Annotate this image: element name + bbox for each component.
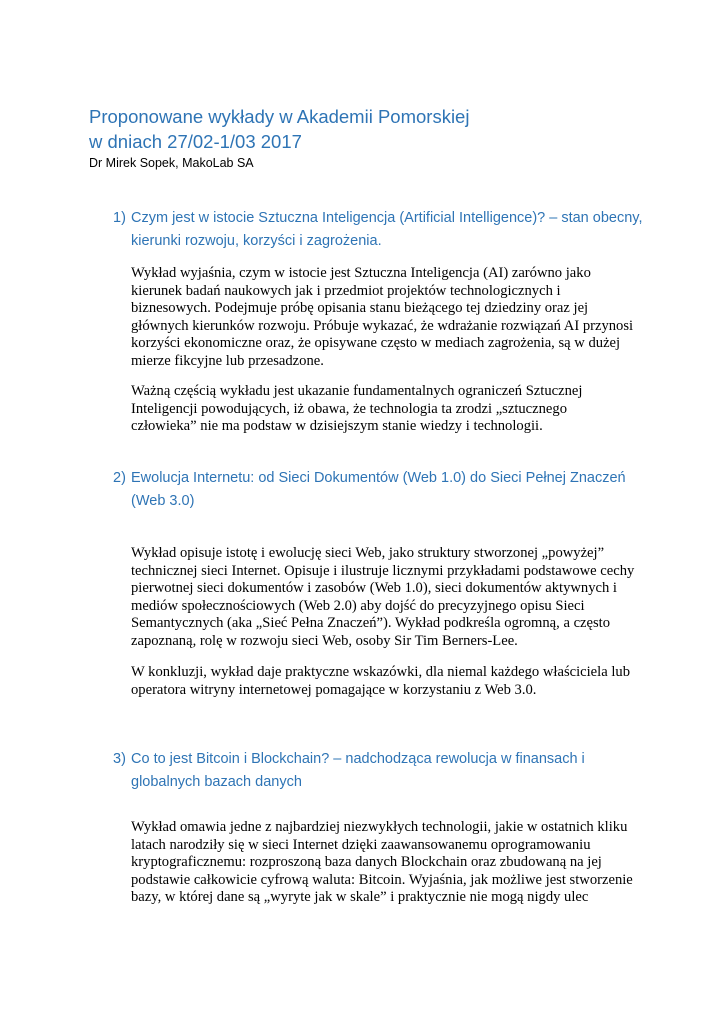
paragraph-line: Wykład opisuje istotę i ewolucję sieci Web, jako struktury stworzonej „powyżej” (131, 545, 605, 561)
paragraph-line: Wykład wyjaśnia, czym w istocie jest Sztuczna Inteligencja (AI) zarówno jako (131, 265, 591, 281)
section-3-paragraph-1 (131, 819, 661, 907)
paragraph-line: mierze fikcyjne lub przesadzone. (131, 352, 324, 369)
paragraph-line: bazy, w której dane są „wyryte jak w skale” i praktycznie nie mogą nigdy ulec (131, 889, 589, 906)
paragraph-line: podstawie całkowicie cyfrową waluta: Bitcoin. Wyjaśnia, jak możliwe jest stworzenie (131, 871, 633, 888)
paragraph-line: kryptograficznemu: rozproszoną baza danych Blockchain oraz zbudowaną na jej (131, 854, 602, 871)
paragraph-line: Inteligencji powodujących, iż obawa, że technologia ta zrodzi „sztucznego (131, 400, 568, 417)
section-3-heading-line-1: Co to jest Bitcoin i Blockchain? – nadchodząca rewolucja w finansach i (131, 751, 585, 767)
paragraph-line: operatora witryny internetowej pomagające w korzystaniu z Web 3.0. (131, 681, 537, 698)
author-line: Dr Mirek Sopek, MakoLab SA (89, 156, 254, 170)
paragraph-line: W konkluzji, wykład daje praktyczne wskazówki, dla niemal każdego właściciela lub (131, 664, 630, 680)
section-2-heading-line-1: Ewolucja Internetu: od Sieci Dokumentów (Web 1.0) do Sieci Pełnej Znaczeń (131, 470, 626, 486)
paragraph-line: człowieka” nie ma podstaw w dzisiejszym stanie wiedzy i technologii. (131, 418, 543, 435)
section-1-heading-line-2: kierunki rozwoju, korzyści i zagrożenia. (131, 233, 382, 249)
section-3-heading-line-2: globalnych bazach danych (131, 774, 302, 790)
section-1-heading-line-1: Czym jest w istocie Sztuczna Inteligencja (Artificial Intelligence)? – stan obecny, (131, 210, 643, 226)
document-title (89, 104, 649, 154)
paragraph-line: technicznej sieci Internet. Opisuje i ilustruje licznymi przykładami podstawowe cechy (131, 562, 635, 579)
section-2-paragraph-2 (131, 664, 661, 699)
paragraph-line: Semantycznych (aka „Sieć Pełna Znaczeń”). Wykład podkreśla ogromną, a często (131, 615, 611, 632)
section-2-paragraph-1 (131, 545, 661, 651)
paragraph-line: Ważną częścią wykładu jest ukazanie fundamentalnych ograniczeń Sztucznej (131, 383, 583, 399)
section-1-paragraph-2 (131, 383, 661, 436)
paragraph-line: kierunek badań naukowych jak i przedmiot projektów technologicznych i (131, 282, 561, 299)
section-1-paragraph-1 (131, 265, 661, 371)
section-1-number: 1) (113, 210, 126, 226)
paragraph-line: Wykład omawia jedne z najbardziej niezwykłych technologii, jakie w ostatnich kliku (131, 819, 628, 835)
paragraph-line: głównych kierunków rozwoju. Próbuje wykazać, że wdrażanie rozwiązań AI przynosi (131, 317, 634, 334)
paragraph-line: biznesowych. Podejmuje próbę opisania stanu bieżącego tej dziedziny oraz jej (131, 300, 589, 317)
title-line-2: w dniach 27/02-1/03 2017 (89, 131, 302, 152)
paragraph-line: pierwotnej sieci dokumentów i zasobów (Web 1.0), sieci dokumentów aktywnych i (131, 580, 617, 597)
title-line-1: Proponowane wykłady w Akademii Pomorskiej (89, 106, 470, 127)
paragraph-line: latach narodziły się w sieci Internet dzięki zaawansowanemu oprogramowaniu (131, 836, 591, 853)
paragraph-line: korzyści ekonomiczne oraz, że opisywane często w mediach zagrożenia, są w dużej (131, 335, 621, 352)
section-3-number: 3) (113, 751, 126, 767)
paragraph-line: zapoznaną, rolę w rozwoju sieci Web, osoby Sir Tim Berners-Lee. (131, 632, 518, 649)
section-2-heading-line-2: (Web 3.0) (131, 493, 195, 509)
paragraph-line: mediów społecznościowych (Web 2.0) aby dojść do precyzyjnego opisu Sieci (131, 597, 585, 614)
section-2-number: 2) (113, 470, 126, 486)
